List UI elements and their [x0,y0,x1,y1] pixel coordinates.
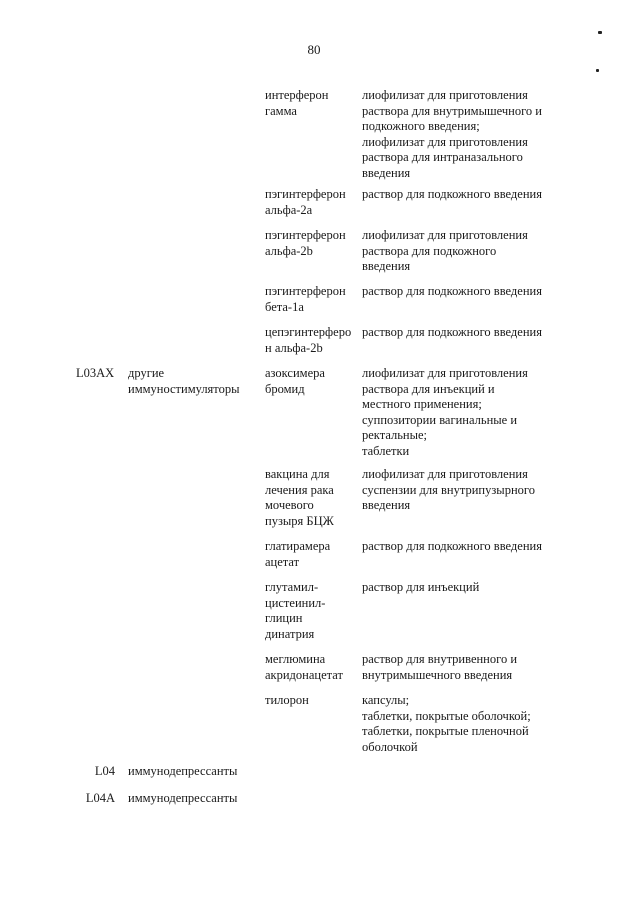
dosage-form: раствор для подкожного введения [362,284,542,298]
dosage-form: раствор для подкожного введения [362,187,542,201]
drug-group: иммунодепрессанты [128,764,238,778]
drug-name: пэгинтерферон альфа-2а [265,187,346,217]
drug-name: цепэгинтерферо н альфа-2b [265,325,352,355]
drug-name: глутамил- цистеинил- глицин динатрия [265,580,326,641]
drug-name: интерферон гамма [265,88,329,118]
atc-code: L04A [85,791,115,805]
dosage-form: лиофилизат для приготовления раствора для внутримышечного и подкожного введения; лиофилизат для приготовления раствора для интраназального введения [362,88,542,180]
drug-name: пэгинтерферон бета-1а [265,284,346,314]
drug-name: глатирамера ацетат [265,539,331,569]
scan-mark [598,31,602,34]
drug-name: вакцина для лечения рака мочевого пузыря БЦЖ [265,467,334,528]
drug-group: иммунодепрессанты [128,791,238,805]
drug-name: тилорон [265,693,309,707]
drug-name: пэгинтерферон альфа-2b [265,228,346,258]
dosage-form: лиофилизат для приготовления раствора для подкожного введения [362,228,528,273]
drug-name: меглюмина акридонацетат [265,652,343,682]
drug-name: азоксимера бромид [265,366,325,396]
dosage-form: раствор для инъекций [362,580,480,594]
dosage-form: раствор для внутривенного и внутримышечного введения [362,652,518,682]
dosage-form: лиофилизат для приготовления раствора для инъекций и местного применения; суппозитории вагинальные и ректальные; таблетки [362,366,528,458]
page-number: 80 [307,42,321,57]
dosage-form: капсулы; таблетки, покрытые оболочкой; таблетки, покрытые пленочной оболочкой [362,693,531,754]
atc-code: L03AX [76,366,115,380]
dosage-form: лиофилизат для приготовления суспензии для внутрипузырного введения [362,467,535,512]
drug-group: другие иммуностимуляторы [128,366,240,396]
atc-code: L04 [94,764,115,778]
dosage-form: раствор для подкожного введения [362,539,542,553]
scan-mark [596,69,599,72]
dosage-form: раствор для подкожного введения [362,325,542,339]
